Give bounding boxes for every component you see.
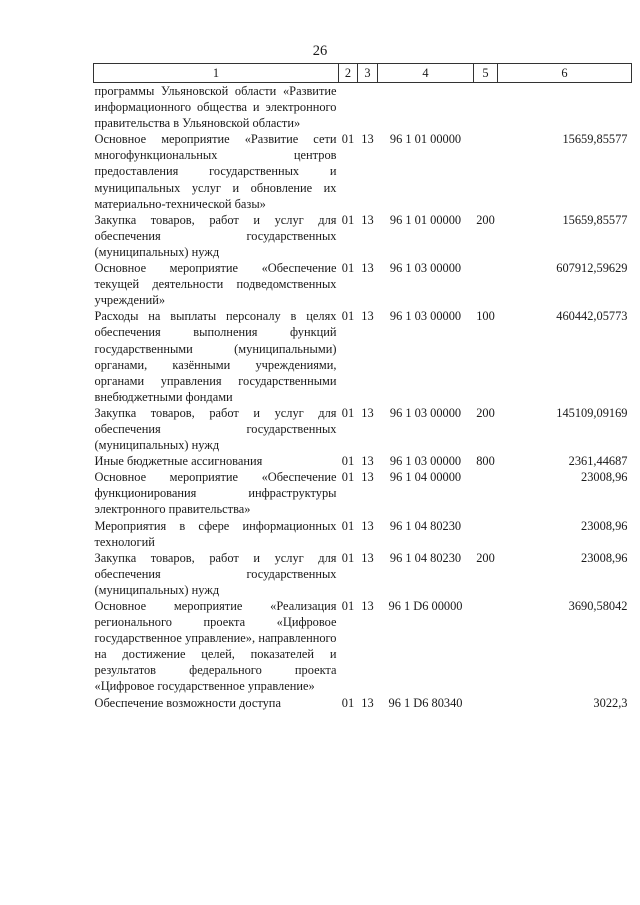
row-name: Иные бюджетные ассигнования bbox=[94, 454, 263, 469]
row-amount: 23008,96 bbox=[581, 470, 628, 485]
row-section: 01 bbox=[341, 454, 355, 469]
row-amount: 23008,96 bbox=[581, 518, 628, 533]
row-section: 01 bbox=[341, 550, 355, 565]
row-expense-type: 200 bbox=[476, 212, 495, 227]
row-subsection: 13 bbox=[361, 454, 374, 469]
row-amount: 2361,44687 bbox=[568, 454, 628, 469]
row-expense-type bbox=[474, 695, 498, 711]
row-section: 01 bbox=[341, 309, 355, 324]
row-subsection: 13 bbox=[361, 212, 374, 227]
row-target-code: 96 1 D6 00000 bbox=[388, 599, 463, 613]
row-name: программы Ульяновской области «Развитие информационного общества и электронного правительства в Ульяновской области» bbox=[94, 84, 337, 131]
row-amount: 460442,05773 bbox=[556, 309, 628, 324]
row-expense-type bbox=[474, 518, 498, 550]
row-target-code: 96 1 03 00000 bbox=[389, 454, 462, 469]
row-target-code: 96 1 03 00000 bbox=[389, 261, 462, 276]
table-row bbox=[94, 469, 632, 517]
row-target-code: 96 1 04 00000 bbox=[389, 470, 462, 485]
row-subsection: 13 bbox=[361, 132, 374, 147]
row-amount: 23008,96 bbox=[581, 550, 628, 565]
row-subsection: 13 bbox=[361, 599, 374, 613]
row-section: 01 bbox=[341, 261, 355, 276]
row-amount: 15659,85577 bbox=[562, 212, 628, 227]
column-header-5: 5 bbox=[474, 64, 498, 83]
row-expense-type: 100 bbox=[476, 309, 495, 324]
row-name: Основное мероприятие «Обеспечение функционирования инфраструктуры электронного правительства» bbox=[94, 470, 337, 517]
row-name: Мероприятия в сфере информационных технологий bbox=[94, 518, 337, 549]
table-body bbox=[94, 83, 632, 711]
row-amount bbox=[498, 83, 632, 132]
row-subsection: 13 bbox=[361, 695, 374, 710]
column-header-2: 2 bbox=[339, 64, 358, 83]
row-name: Расходы на выплаты персоналу в целях обеспечения выполнения функций государственными (муниципальными) органами, казёнными учреждениями, органами управления государственными внебюджетными фондами bbox=[94, 309, 337, 404]
row-amount: 607912,59629 bbox=[556, 261, 628, 276]
row-subsection: 13 bbox=[361, 518, 374, 533]
row-section: 01 bbox=[341, 212, 355, 227]
row-section: 01 bbox=[341, 695, 355, 710]
row-expense-type bbox=[474, 469, 498, 517]
row-target-code: 96 1 D6 80340 bbox=[388, 695, 463, 710]
row-subsection: 13 bbox=[361, 550, 374, 565]
row-section bbox=[339, 83, 358, 132]
row-subsection: 13 bbox=[361, 470, 374, 485]
row-expense-type bbox=[474, 131, 498, 211]
row-amount: 145109,09169 bbox=[556, 405, 628, 420]
row-name: Основное мероприятие «Реализация регионального проекта «Цифровое государственное управление», направленного на достижение целей, показателей и результатов федерального проекта «Цифровое государственное управление» bbox=[94, 599, 337, 694]
row-target-code: 96 1 01 00000 bbox=[389, 132, 462, 147]
row-amount: 3690,58042 bbox=[568, 599, 628, 613]
row-target-code: 96 1 04 80230 bbox=[389, 550, 462, 565]
row-subsection: 13 bbox=[361, 309, 374, 324]
row-section: 01 bbox=[341, 470, 355, 485]
row-name: Закупка товаров, работ и услуг для обеспечения государственных (муниципальных) нужд bbox=[94, 212, 337, 259]
table-row bbox=[94, 212, 632, 260]
table-row bbox=[94, 453, 632, 469]
row-target-code bbox=[378, 83, 474, 132]
row-amount: 15659,85577 bbox=[562, 132, 628, 147]
table-row bbox=[94, 518, 632, 550]
row-subsection: 13 bbox=[361, 405, 374, 420]
page-number: 26 bbox=[312, 43, 328, 59]
table-row bbox=[94, 550, 632, 598]
row-expense-type bbox=[474, 83, 498, 132]
row-name: Основное мероприятие «Развитие сети многофункциональных центров предоставления государственных и муниципальных услуг и обновление их материально-технической базы» bbox=[94, 132, 337, 211]
row-subsection: 13 bbox=[361, 261, 374, 276]
row-expense-type bbox=[474, 598, 498, 695]
row-target-code: 96 1 03 00000 bbox=[389, 405, 462, 420]
table-row bbox=[94, 260, 632, 308]
row-section: 01 bbox=[341, 132, 355, 147]
table-row bbox=[94, 308, 632, 405]
row-name: Основное мероприятие «Обеспечение текущей деятельности подведомственных учреждений» bbox=[94, 261, 337, 308]
row-section: 01 bbox=[341, 405, 355, 420]
row-target-code: 96 1 04 80230 bbox=[389, 518, 462, 533]
table-header-row bbox=[94, 64, 632, 83]
column-header-3: 3 bbox=[358, 64, 378, 83]
row-expense-type: 800 bbox=[476, 454, 495, 469]
row-expense-type bbox=[474, 260, 498, 308]
row-name: Закупка товаров, работ и услуг для обеспечения государственных (муниципальных) нужд bbox=[94, 405, 337, 453]
table-row bbox=[94, 131, 632, 211]
row-expense-type: 200 bbox=[476, 550, 495, 565]
row-name: Обеспечение возможности доступа bbox=[94, 695, 281, 710]
row-target-code: 96 1 03 00000 bbox=[389, 309, 462, 324]
column-header-1: 1 bbox=[94, 64, 339, 83]
row-subsection bbox=[358, 83, 378, 132]
row-expense-type: 200 bbox=[476, 405, 495, 420]
column-header-4: 4 bbox=[378, 64, 474, 83]
row-amount: 3022,3 bbox=[593, 695, 628, 710]
row-name: Закупка товаров, работ и услуг для обеспечения государственных (муниципальных) нужд bbox=[94, 550, 337, 597]
budget-table bbox=[93, 63, 632, 711]
table-row bbox=[94, 83, 632, 132]
table-row bbox=[94, 598, 632, 695]
table-row bbox=[94, 695, 632, 711]
row-target-code: 96 1 01 00000 bbox=[389, 212, 462, 227]
row-section: 01 bbox=[341, 518, 355, 533]
table-row bbox=[94, 405, 632, 453]
row-section: 01 bbox=[341, 599, 355, 613]
column-header-6: 6 bbox=[498, 64, 632, 83]
